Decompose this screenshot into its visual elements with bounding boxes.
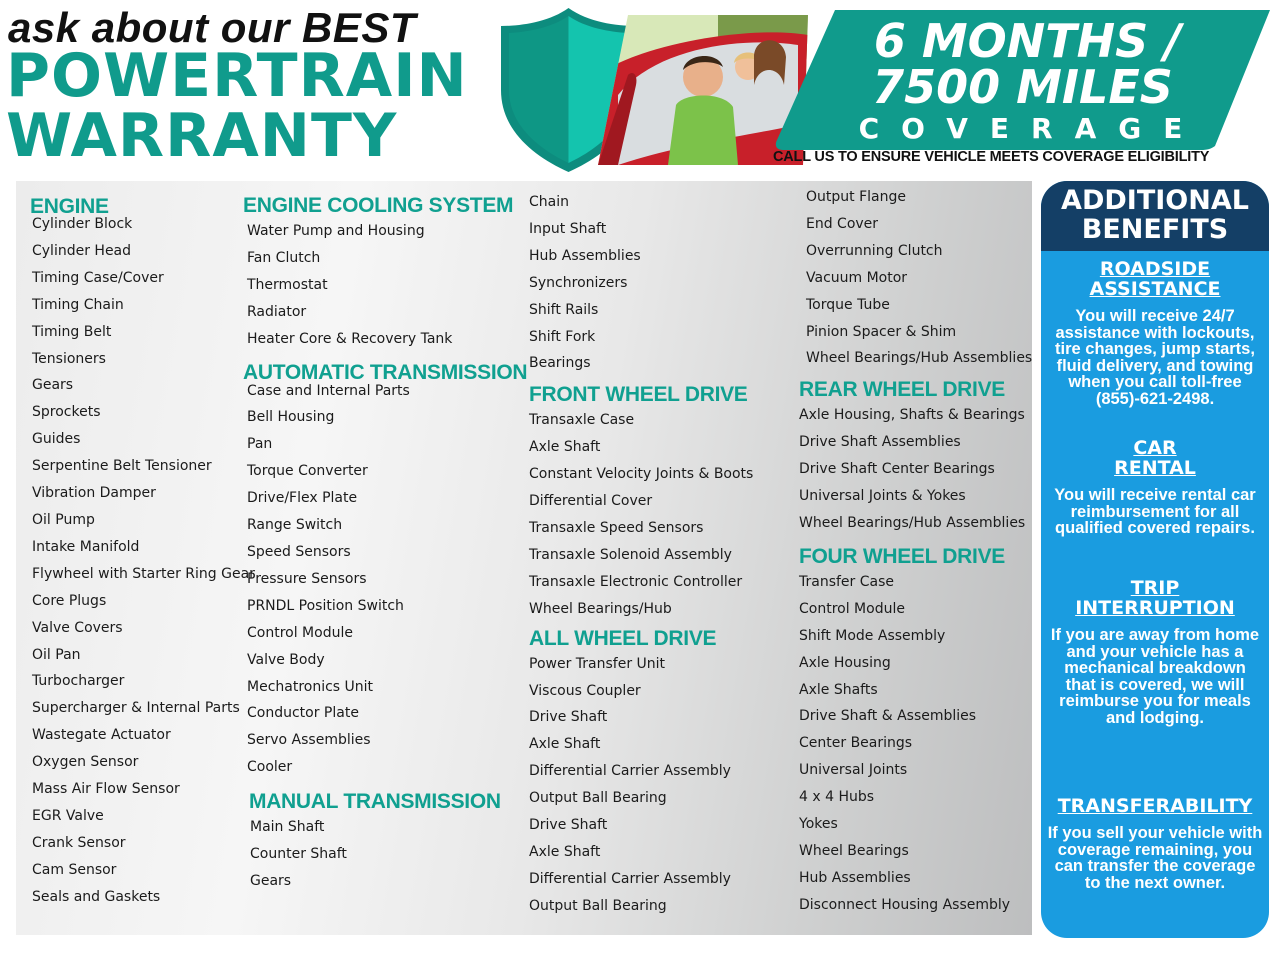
awd-list <box>529 651 753 920</box>
automatic-cont-list <box>806 184 1032 372</box>
list-item: Control Module <box>799 600 905 617</box>
list-item: Heater Core & Recovery Tank <box>247 330 453 347</box>
list-item: Axle Shaft <box>529 843 601 860</box>
4wd-list <box>799 569 1032 919</box>
list-item: Timing Belt <box>32 323 112 340</box>
list-item: Universal Joints & Yokes <box>799 488 966 505</box>
list-item: Water Pump and Housing <box>247 223 425 239</box>
list-item: Transaxle Speed Sensors <box>529 519 704 536</box>
list-item: Servo Assemblies <box>247 732 371 749</box>
list-item: Shift Rails <box>529 301 599 318</box>
section-title-4wd: FOUR WHEEL DRIVE <box>799 544 1005 568</box>
benefit-heading: ROADSIDE <box>1099 258 1211 280</box>
list-item: Chain <box>529 194 569 210</box>
benefit-text: If you are away from home and your vehicle has a mechanical breakdown that is covered, we will reimburse you for meals and lodging. <box>1050 626 1260 727</box>
list-item: EGR Valve <box>32 807 104 824</box>
list-item: Output Ball Bearing <box>529 897 667 914</box>
list-item: Constant Velocity Joints & Boots <box>529 466 754 483</box>
list-item: Torque Converter <box>247 463 368 480</box>
cooling-list <box>247 218 527 353</box>
list-item: Axle Housing, Shafts & Bearings <box>799 407 1025 424</box>
rwd-list <box>799 402 1032 537</box>
list-item: Tensioners <box>32 350 106 367</box>
benefit-heading: ASSISTANCE <box>1089 278 1221 300</box>
list-item: Synchronizers <box>529 274 628 291</box>
list-item: Overrunning Clutch <box>806 242 943 259</box>
additional-benefits-panel <box>1041 181 1269 938</box>
list-item: Axle Shaft <box>529 736 601 753</box>
benefit-heading: CAR <box>1133 437 1177 459</box>
engine-list <box>32 211 255 911</box>
benefit-text: You will receive rental car reimbursement for all qualified covered repairs. <box>1054 486 1256 537</box>
list-item: Wheel Bearings/Hub Assemblies <box>799 514 1026 531</box>
benefit-heading: TRANSFERABILITY <box>1057 795 1253 817</box>
list-item: Axle Housing <box>799 654 891 671</box>
banner-miles: 7500 MILES <box>872 60 1173 114</box>
list-item: Wheel Bearings/Hub Assemblies <box>806 350 1033 367</box>
list-item: Control Module <box>247 624 353 641</box>
list-item: Wheel Bearings <box>799 842 909 859</box>
list-item: Cam Sensor <box>32 861 117 878</box>
list-item: Main Shaft <box>250 819 325 836</box>
banner-months: 6 MONTHS / <box>873 14 1182 68</box>
list-item: Pressure Sensors <box>247 570 367 587</box>
list-item: Radiator <box>247 303 307 320</box>
benefit-roadside <box>1041 259 1269 407</box>
benefit-heading: TRIP <box>1130 577 1180 599</box>
list-item: Transaxle Case <box>529 412 635 429</box>
list-item: Pan <box>247 436 273 453</box>
list-item: Drive Shaft <box>529 817 608 834</box>
list-item: Turbocharger <box>32 673 125 690</box>
list-item: End Cover <box>806 215 879 232</box>
list-item: Serpentine Belt Tensioner <box>32 458 212 475</box>
list-item: Core Plugs <box>32 592 107 609</box>
section-title-automatic: AUTOMATIC TRANSMISSION <box>243 360 528 384</box>
list-item: Gears <box>250 872 292 889</box>
benefit-heading: INTERRUPTION <box>1075 597 1235 619</box>
list-item: Hub Assemblies <box>799 869 911 886</box>
list-item: Fan Clutch <box>247 249 321 266</box>
section-title-fwd: FRONT WHEEL DRIVE <box>529 383 748 407</box>
list-item: Transaxle Electronic Controller <box>529 573 743 590</box>
list-item: PRNDL Position Switch <box>247 597 404 614</box>
list-item: Input Shaft <box>529 220 607 237</box>
list-item: Axle Shaft <box>529 439 601 456</box>
list-item: Cylinder Head <box>32 242 132 259</box>
list-item: Supercharger & Internal Parts <box>32 700 240 717</box>
list-item: Valve Body <box>247 651 325 668</box>
list-item: Drive Shaft & Assemblies <box>799 708 977 725</box>
list-item: Pinion Spacer & Shim <box>806 323 957 340</box>
list-item: Cooler <box>247 759 293 776</box>
list-item: Timing Case/Cover <box>32 269 164 286</box>
column-3 <box>529 189 753 920</box>
list-item: Flywheel with Starter Ring Gear <box>32 565 255 582</box>
header-ask-text: ask about our BEST <box>8 4 417 51</box>
list-item: Wastegate Actuator <box>32 727 171 744</box>
list-item: Axle Shafts <box>799 681 878 698</box>
list-item: Mechatronics Unit <box>247 678 374 695</box>
section-title-engine: ENGINE <box>30 195 109 218</box>
list-item: Bell Housing <box>247 409 335 426</box>
column-4 <box>799 184 1032 919</box>
manual-list <box>250 814 527 895</box>
list-item: Drive Shaft Center Bearings <box>799 461 995 478</box>
list-item: Yokes <box>799 816 838 833</box>
list-item: Speed Sensors <box>247 543 351 560</box>
list-item: Torque Tube <box>806 296 890 313</box>
list-item: Center Bearings <box>799 735 913 752</box>
column-1 <box>30 195 255 911</box>
list-item: Seals and Gaskets <box>32 888 161 905</box>
list-item: Differential Carrier Assembly <box>529 870 731 887</box>
list-item: Valve Covers <box>32 619 123 636</box>
benefit-car-rental <box>1041 438 1269 537</box>
benefit-trip-interruption <box>1041 578 1269 726</box>
section-title-rwd: REAR WHEEL DRIVE <box>799 378 1005 402</box>
banner-coverage: COVERAGE <box>858 112 1205 145</box>
list-item: Output Ball Bearing <box>529 790 667 807</box>
header-title-line1: POWERTRAIN <box>6 41 468 111</box>
list-item: Intake Manifold <box>32 538 140 555</box>
list-item: Mass Air Flow Sensor <box>32 781 180 798</box>
section-title-manual: MANUAL TRANSMISSION <box>249 790 501 814</box>
fwd-list <box>529 407 753 622</box>
list-item: Disconnect Housing Assembly <box>799 896 1011 913</box>
eligibility-notice: CALL US TO ENSURE VEHICLE MEETS COVERAGE ELIGIBILITY <box>773 149 1210 165</box>
list-item: Transfer Case <box>799 573 895 590</box>
list-item: Drive Shaft Assemblies <box>799 434 961 451</box>
benefit-transferability <box>1041 796 1269 891</box>
column-2 <box>243 194 527 895</box>
list-item: Bearings <box>529 355 591 372</box>
list-item: Universal Joints <box>799 762 908 779</box>
list-item: Shift Mode Assembly <box>799 627 946 644</box>
list-item: Vibration Damper <box>32 485 156 502</box>
list-item: Viscous Coupler <box>529 682 641 699</box>
list-item: Wheel Bearings/Hub <box>529 600 672 617</box>
list-item: Conductor Plate <box>247 705 359 722</box>
section-title-cooling: ENGINE COOLING SYSTEM <box>243 194 514 217</box>
list-item: Oil Pan <box>32 646 81 663</box>
list-item: Vacuum Motor <box>806 269 908 286</box>
benefits-title-line1: ADDITIONAL <box>1061 185 1249 216</box>
list-item: 4 x 4 Hubs <box>799 789 875 806</box>
list-item: Drive Shaft <box>529 709 608 726</box>
list-item: Range Switch <box>247 517 343 534</box>
benefits-title-line2: BENEFITS <box>1081 214 1229 245</box>
section-title-awd: ALL WHEEL DRIVE <box>529 626 717 650</box>
list-item: Gears <box>32 377 74 394</box>
list-item: Power Transfer Unit <box>529 655 666 672</box>
list-item: Oxygen Sensor <box>32 754 139 771</box>
benefit-text: You will receive 24/7 assistance with lockouts, tire changes, jump starts, fluid delivery, and towing when you call toll-free (855)-621-2498. <box>1055 307 1255 408</box>
benefits-title <box>1041 186 1269 244</box>
benefit-text: If you sell your vehicle with coverage remaining, you can transfer the coverage to the next owner. <box>1047 824 1263 892</box>
list-item: Cylinder Block <box>32 216 133 232</box>
benefit-heading: RENTAL <box>1114 457 1196 479</box>
header-title-line2: WARRANTY <box>6 101 398 171</box>
list-item: Counter Shaft <box>250 846 347 863</box>
list-item: Output Flange <box>806 189 906 205</box>
list-item: Differential Cover <box>529 493 653 510</box>
list-item: Oil Pump <box>32 511 95 528</box>
list-item: Case and Internal Parts <box>247 382 410 399</box>
manual-cont-list <box>529 189 753 377</box>
list-item: Hub Assemblies <box>529 247 641 264</box>
list-item: Guides <box>32 431 81 448</box>
list-item: Timing Chain <box>32 296 124 313</box>
list-item: Transaxle Solenoid Assembly <box>529 546 732 563</box>
list-item: Differential Carrier Assembly <box>529 763 731 780</box>
list-item: Drive/Flex Plate <box>247 490 358 507</box>
list-item: Sprockets <box>32 404 101 421</box>
list-item: Crank Sensor <box>32 834 126 851</box>
list-item: Shift Fork <box>529 328 596 345</box>
list-item: Thermostat <box>247 276 328 293</box>
automatic-list <box>247 378 527 782</box>
